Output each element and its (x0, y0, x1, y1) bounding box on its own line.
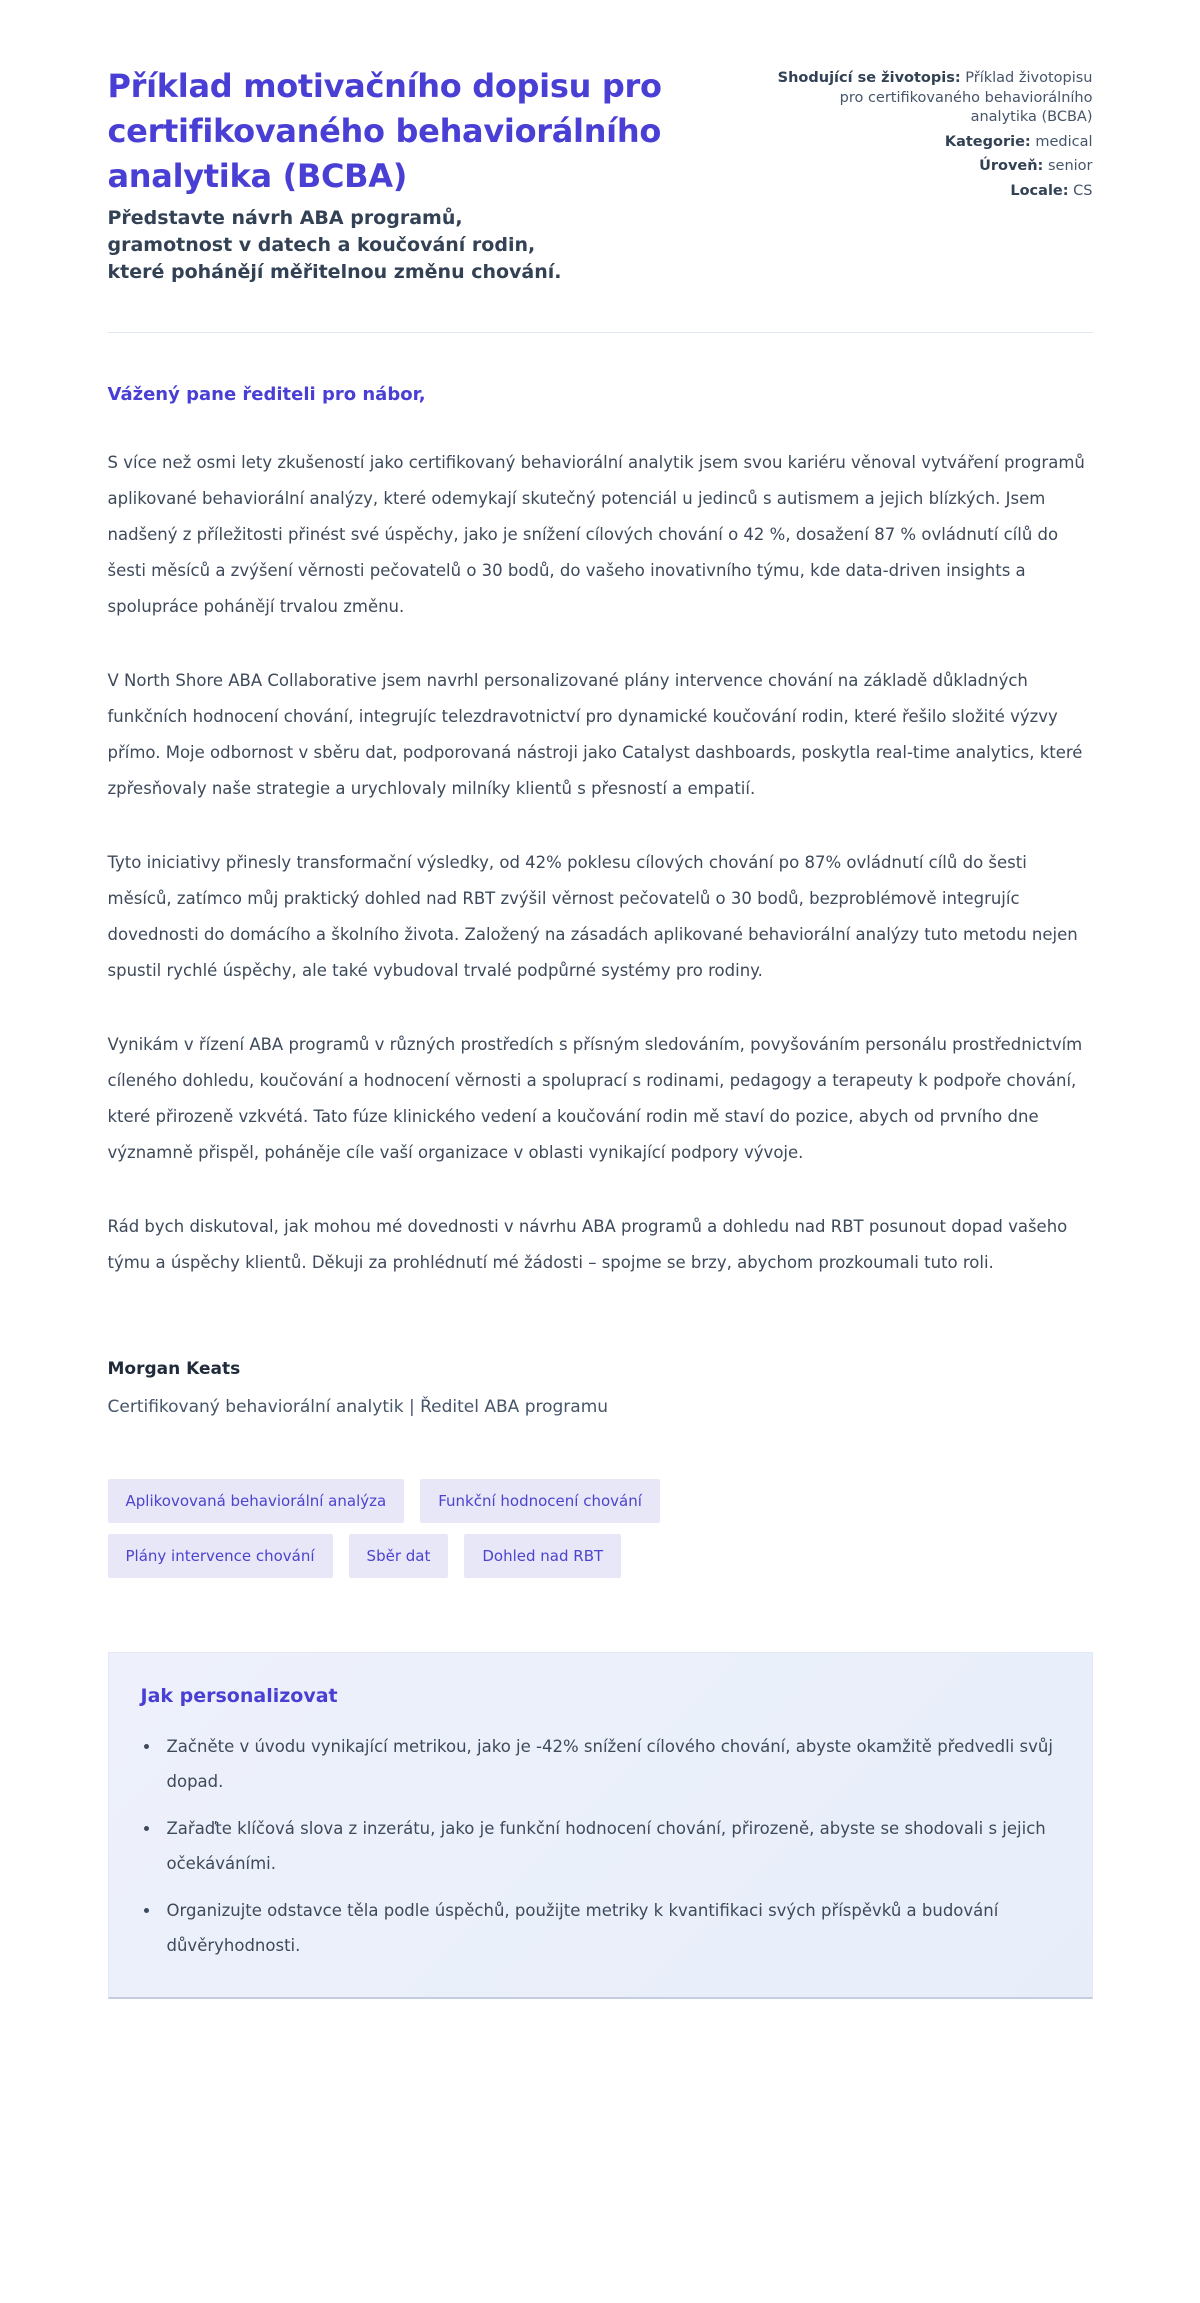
tag-chip: Sběr dat (349, 1534, 449, 1578)
letter-body (108, 383, 1093, 1419)
meta-level (778, 157, 1093, 177)
tag-chip: Aplikovovaná behaviorální analýza (108, 1479, 405, 1523)
meta-value: CS (1073, 182, 1093, 199)
letter-paragraph: V North Shore ABA Collaborative jsem navrhl personalizované plány intervence chování na základě důkladných funkčních hodnocení chování, integrujíc telezdravotnictví pro dynamické koučování rodin, které řešilo složité výzvy přímo. Moje odbornost v sběru dat, podporovaná nástroji jako Catalyst dashboards, poskytla real-time analytics, které zpřesňovaly naše strategie a urychlovaly milníky klientů s přesností a empatií. (107, 671, 1083, 798)
tips-list (141, 1729, 1060, 1963)
skill-tags (108, 1479, 868, 1578)
meta-label: Úroveň: (979, 158, 1044, 174)
meta-value: Příklad životopisu pro certifikovaného behaviorálního analytika (BCBA) (839, 70, 1093, 125)
tag-chip: Plány intervence chování (108, 1534, 333, 1578)
meta-matching-resume (778, 69, 1093, 128)
letter-paragraph: Tyto iniciativy přinesly transformační výsledky, od 42% poklesu cílových chování po 87% ovládnutí cílů do šesti měsíců, zatímco můj praktický dohled nad RBT zvýšil věrnost pečovatelů o 30 bodů, bezproblémově integrujíc dovednosti do domácího a školního života. Založený na zásadách aplikované behaviorální analýzy tuto metodu nejen spustil rychlé úspěchy, ale také vybudoval trvalé podpůrné systémy pro rodiny. (107, 853, 1078, 980)
header-title-block (108, 64, 668, 286)
signature-name: Morgan Keats (107, 1359, 241, 1379)
tip-item: • Organizujte odstavce těla podle úspěchů, použijte metriky k kvantifikaci svých příspěvků a budování důvěryhodnosti. (161, 1893, 1060, 1963)
tip-item: • Začněte v úvodu vynikající metrikou, jako je -42% snížení cílového chování, abyste okamžitě předvedli svůj dopad. (161, 1729, 1060, 1799)
meta-locale (778, 182, 1093, 202)
tip-item: • Zařaďte klíčová slova z inzerátu, jako je funkční hodnocení chování, přirozeně, abyste se shodovali s jejich očekáváními. (161, 1811, 1060, 1881)
meta-category (778, 133, 1093, 153)
tips-title: Jak personalizovat (140, 1685, 338, 1707)
personalization-tips-panel (108, 1652, 1093, 1999)
letter-paragraph: Vynikám v řízení ABA programů v různých prostředích s přísným sledováním, povyšováním personálu prostřednictvím cíleného dohledu, koučování a hodnocení věrnosti a spoluprací s rodinami, pedagogy a terapeuty k podpoře chování, které přirozeně vzkvétá. Tato fúze klinického vedení a koučování rodin mě staví do pozice, abych od prvního dne významně přispěl, poháněje cíle vaší organizace v oblasti vynikající podpory vývoje. (107, 1035, 1083, 1162)
meta-value: medical (1035, 133, 1093, 150)
meta-label: Kategorie: (944, 133, 1031, 150)
signature-role: Certifikovaný behaviorální analytik | Ředitel ABA programu (107, 1397, 609, 1417)
letter-greeting: Vážený pane řediteli pro nábor, (107, 384, 426, 405)
page-subtitle: Představte návrh ABA programů, gramotnost v datech a koučování rodin, které pohánějí měřitelnou změnu chování. (107, 207, 562, 283)
cover-letter-page (108, 0, 1093, 2069)
tag-chip: Funkční hodnocení chování (420, 1479, 660, 1523)
meta-block (778, 64, 1093, 206)
tag-chip: Dohled nad RBT (464, 1534, 621, 1578)
meta-label: Locale: (1010, 182, 1069, 199)
letter-paragraph: S více než osmi lety zkušeností jako certifikovaný behaviorální analytik jsem svou kariéru věnoval vytváření programů aplikované behaviorální analýzy, které odemykají skutečný potenciál u jedinců s autismem a jejich blízkých. Jsem nadšený z příležitosti přinést své úspěchy, jako je snížení cílových chování o 42 %, dosažení 87 % ovládnutí cílů do šesti měsíců a zvýšení věrnosti pečovatelů o 30 bodů, do vašeho inovativního týmu, kde data-driven insights a spolupráce pohánějí trvalou změnu. (107, 453, 1085, 616)
meta-value: senior (1047, 158, 1093, 174)
page-title: Příklad motivačního dopisu pro certifikovaného behaviorálního analytika (BCBA) (107, 67, 662, 195)
header (108, 64, 1093, 286)
letter-paragraph: Rád bych diskutoval, jak mohou mé dovednosti v návrhu ABA programů a dohledu nad RBT posunout dopad vašeho týmu a úspěchy klientů. Děkuji za prohlédnutí mé žádosti – spojme se brzy, abychom prozkoumali tuto roli. (107, 1217, 1068, 1272)
meta-label: Shodující se životopis: (777, 70, 961, 86)
divider (108, 332, 1093, 333)
